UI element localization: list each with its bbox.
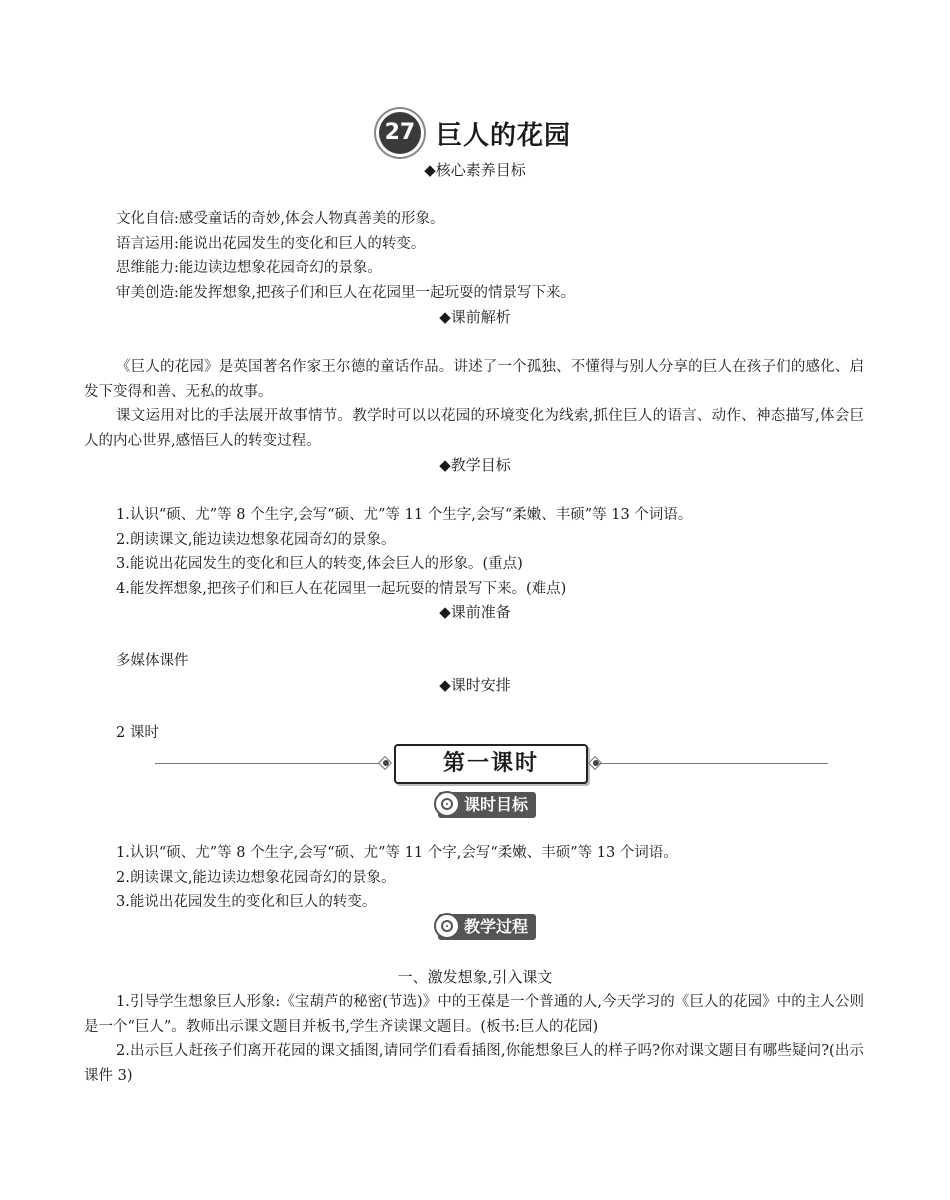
teaching-goals-list [116, 503, 692, 601]
core-goals-list [116, 207, 575, 305]
schedule-text: 2 课时 [116, 725, 159, 741]
list-item: 审美创造:能发挥想象,把孩子们和巨人在花园里一起玩耍的情景写下来。 [116, 284, 575, 301]
list-item: 语言运用:能说出花园发生的变化和巨人的转变。 [116, 235, 426, 252]
list-item: 1.认识“硕、尤”等 8 个生字,会写“硕、尤”等 11 个生字,会写“柔嫩、丰硕”等 13 个词语。 [116, 507, 693, 523]
lesson-banner: 第一课时 [394, 744, 588, 784]
teaching-goals-heading: ◆教学目标 [439, 456, 511, 474]
preparation-text: 多媒体课件 [116, 653, 189, 669]
divider-left [155, 763, 383, 764]
lesson-number-badge: 27 [379, 112, 421, 154]
analysis-paragraphs [84, 355, 864, 453]
paragraph: 1.引导学生想象巨人形象:《宝葫芦的秘密(节选)》中的王葆是一个普通的人,今天学习的《巨人的花园》中的主人公则是一个“巨人”。教师出示课文题目并板书,学生齐读课文题目。(板书:巨人的花园) [84, 994, 864, 1035]
tag-label: 教学过程 [464, 917, 529, 936]
paragraph: 2.出示巨人赶孩子们离开花园的课文插图,请同学们看看插图,你能想象巨人的样子吗?你对课文题目有哪些疑问?(出示课件 3) [84, 1043, 864, 1084]
divider-right [598, 763, 828, 764]
list-item: 文化自信:感受童话的奇妙,体会人物真善美的形象。 [116, 211, 445, 227]
schedule-heading: ◆课时安排 [439, 676, 511, 694]
lesson-goals-list [116, 841, 678, 915]
list-item: 3.能说出花园发生的变化和巨人的转变。 [116, 894, 377, 910]
list-item: 3.能说出花园发生的变化和巨人的转变,体会巨人的形象。(重点) [116, 556, 523, 572]
lesson-title: 巨人的花园 [436, 120, 572, 151]
list-item: 4.能发挥想象,把孩子们和巨人在花园里一起玩耍的情景写下来。(难点) [116, 580, 567, 597]
list-item: 2.朗读课文,能边读边想象花园奇幻的景象。 [116, 869, 396, 886]
analysis-heading: ◆课前解析 [439, 308, 511, 326]
list-item: 1.认识“硕、尤”等 8 个生字,会写“硕、尤”等 11 个字,会写“柔嫩、丰硕”等 13 个词语。 [116, 845, 678, 861]
core-goals-heading: ◆核心素养目标 [424, 161, 526, 179]
lesson-title-row [0, 112, 950, 154]
list-item: 2.朗读课文,能边读边想象花园奇幻的景象。 [116, 531, 396, 548]
step-heading: 一、激发想象,引入课文 [397, 968, 553, 986]
list-item: 思维能力:能边读边想象花园奇幻的景象。 [116, 260, 382, 276]
target-icon [434, 791, 460, 817]
preparation-heading: ◆课前准备 [439, 603, 511, 621]
paragraph: 《巨人的花园》是英国著名作家王尔德的童话作品。讲述了一个孤独、不懂得与别人分享的巨人在孩子们的感化、启发下变得和善、无私的故事。 [84, 359, 864, 400]
process-steps [84, 990, 864, 1088]
divider-dot-icon [383, 760, 389, 766]
lesson-goals-tag [438, 792, 536, 818]
tag-label: 课时目标 [464, 795, 529, 814]
target-icon [434, 913, 460, 939]
paragraph: 课文运用对比的手法展开故事情节。教学时可以以花园的环境变化为线索,抓住巨人的语言、动作、神态描写,体会巨人的内心世界,感悟巨人的转变过程。 [84, 408, 864, 449]
teaching-process-tag [438, 914, 536, 940]
